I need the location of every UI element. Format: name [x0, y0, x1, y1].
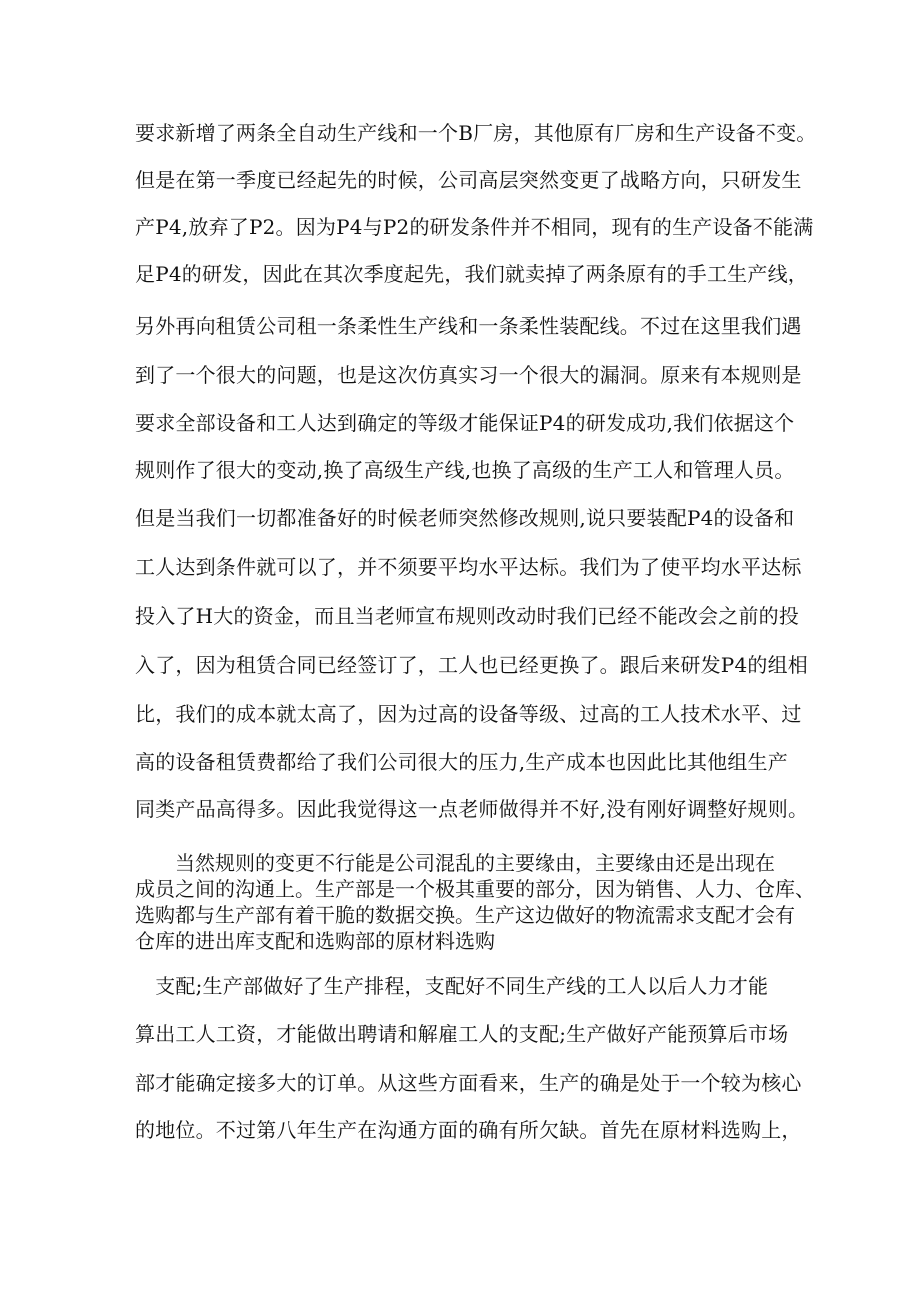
text-line: 比，我们的成本就太高了，因为过高的设备等级、过高的工人技术水平、过 [135, 702, 802, 726]
text-line: 要求新增了两条全自动生产线和一个B厂房，其他原有厂房和生产设备不变。 [135, 121, 817, 145]
text-line: 投入了H大的资金，而且当老师宣布规则改动时我们已经不能改会之前的投 [135, 604, 800, 628]
text-line: 成员之间的沟通上。生产部是一个极其重要的部分，因为销售、人力、仓库、 [135, 877, 815, 901]
text-line: 产P4,放弃了P2。因为P4与P2的研发条件并不相同，现有的生产设备不能满 [135, 215, 814, 239]
text-line: 算出工人工资，才能做出聘请和解雇工人的支配;生产做好产能预算后市场 [135, 1022, 789, 1046]
text-line: 另外再向租赁公司租一条柔性生产线和一条柔性装配线。不过在这里我们遇 [135, 314, 802, 338]
text-line: 入了，因为租赁合同已经签订了，工人也已经更换了。跟后来研发P4的组相 [135, 653, 808, 677]
text-line: 当然规则的变更不行能是公司混乱的主要缘由，主要缘由还是出现在 [135, 851, 775, 875]
text-line: 同类产品高得多。因此我觉得这一点老师做得并不好,没有刚好调整好规则。 [135, 797, 809, 821]
text-line: 选购都与生产部有着干脆的数据交换。生产这边做好的物流需求支配才会有 [135, 903, 795, 927]
text-line: 到了一个很大的问题，也是这次仿真实习一个很大的漏洞。原来有本规则是 [135, 363, 802, 387]
text-line: 但是当我们一切都准备好的时候老师突然修改规则,说只要装配P4的设备和 [135, 506, 795, 530]
text-line: 仓库的进出库支配和选购部的原材料选购 [135, 929, 495, 953]
text-line: 高的设备租赁费都给了我们公司很大的压力,生产成本也因此比其他组生产 [135, 750, 788, 774]
text-line: 的地位。不过第八年生产在沟通方面的确有所欠缺。首先在原材料选购上， [135, 1118, 802, 1142]
text-line: 但是在第一季度已经起先的时候，公司高层突然变更了战略方向，只研发生 [135, 168, 802, 192]
text-line: 部才能确定接多大的订单。从这些方面看来，生产的确是处于一个较为核心 [135, 1071, 802, 1095]
text-line: 足P4的研发，因此在其次季度起先，我们就卖掉了两条原有的手工生产线， [135, 262, 808, 286]
text-line: 工人达到条件就可以了，并不须要平均水平达标。我们为了使平均水平达标 [135, 555, 802, 579]
text-line: 要求全部设备和工人达到确定的等级才能保证P4的研发成功,我们依据这个 [135, 411, 795, 435]
text-line: 支配;生产部做好了生产排程，支配好不同生产线的工人以后人力才能 [135, 974, 769, 998]
text-line: 规则作了很大的变动,换了高级生产线,也换了高级的生产工人和管理人员。 [135, 458, 795, 482]
